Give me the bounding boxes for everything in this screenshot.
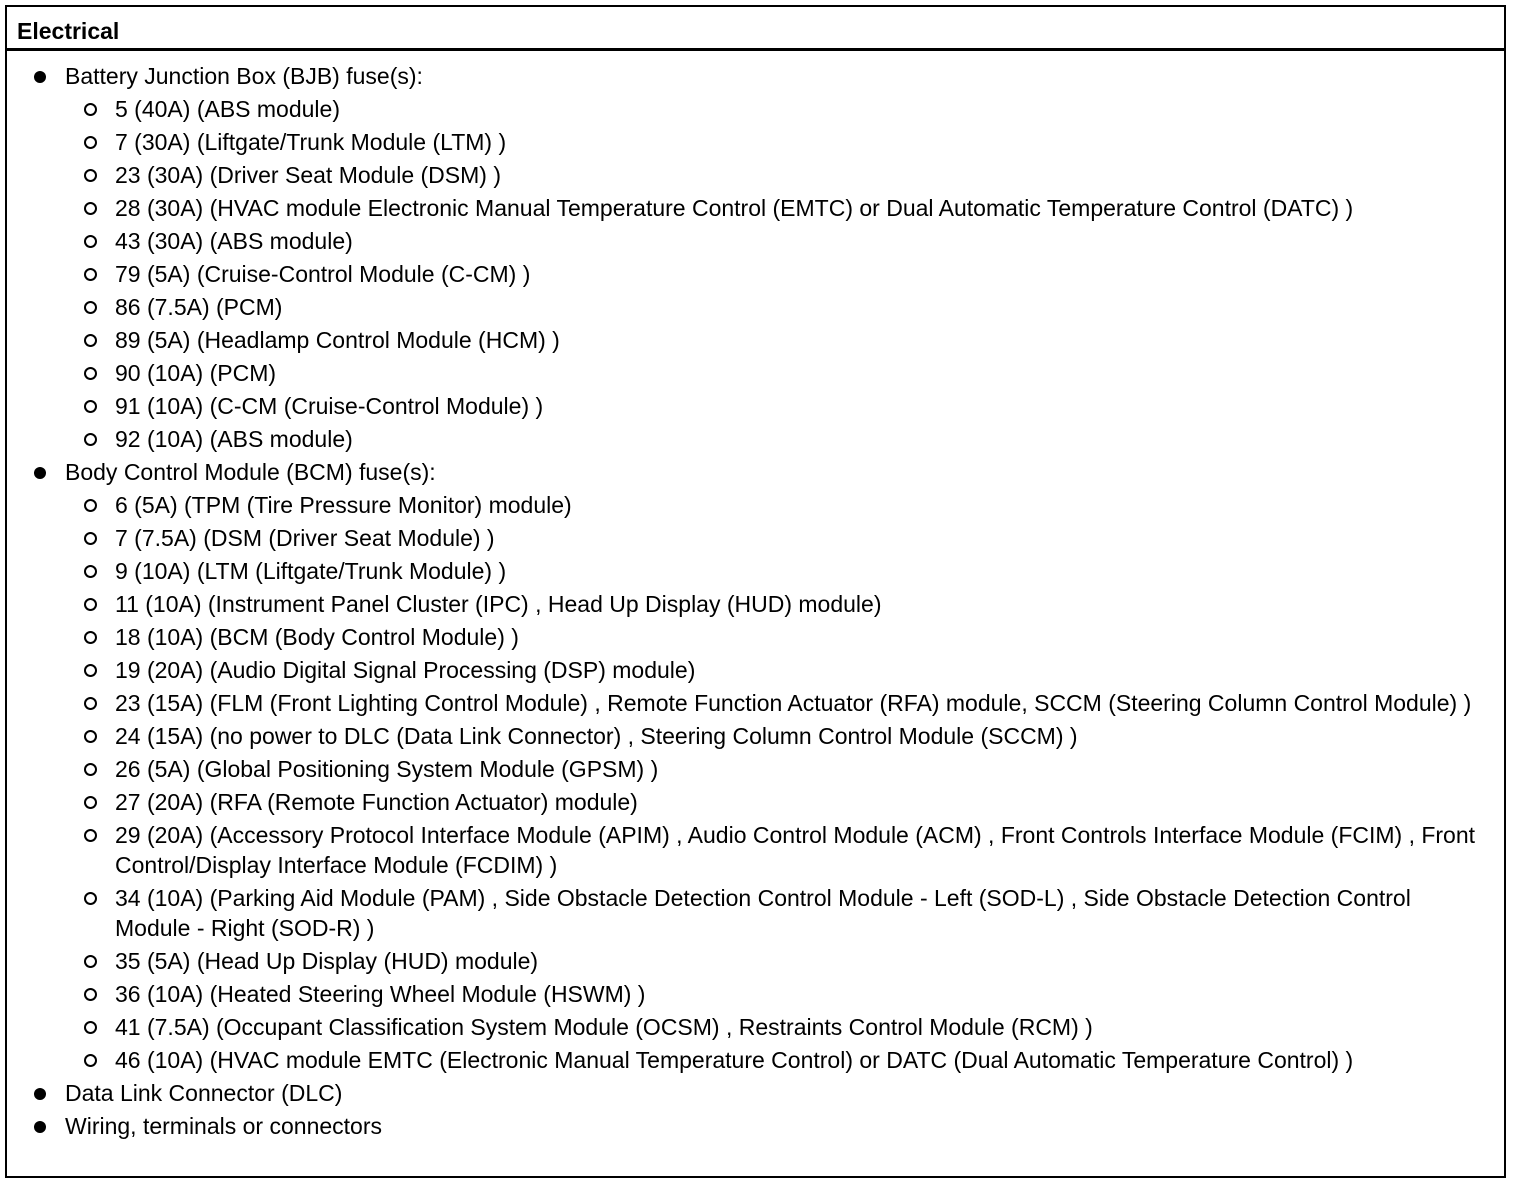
list-item <box>7 457 1465 487</box>
bullet-circle-icon <box>84 730 97 743</box>
list-item <box>7 1078 1465 1108</box>
bullet-circle-icon <box>84 763 97 776</box>
bullet-circle-icon <box>84 235 97 248</box>
electrical-table <box>5 5 1506 1178</box>
sub-list-item <box>7 424 1485 454</box>
sub-list-item-label: 92 (10A) (ABS module) <box>115 426 353 452</box>
sub-list-item-label: 7 (30A) (Liftgate/Trunk Module (LTM) ) <box>115 129 507 155</box>
bullet-circle-icon <box>84 301 97 314</box>
bullet-circle-icon <box>84 136 97 149</box>
sub-list-item <box>7 391 1485 421</box>
sub-list-item-label: 34 (10A) (Parking Aid Module (PAM) , Side Obstacle Detection Control Module - Left (SOD-L) , Side Obstacle Detection Control Module - Right (SOD-R) ) <box>115 885 1411 941</box>
sub-list-item-label: 9 (10A) (LTM (Liftgate/Trunk Module) ) <box>115 558 507 584</box>
sub-list-item-label: 7 (7.5A) (DSM (Driver Seat Module) ) <box>115 525 495 551</box>
sub-list-item-label: 26 (5A) (Global Positioning System Module (GPSM) ) <box>115 756 659 782</box>
sub-list-item <box>7 193 1485 223</box>
sub-list-item <box>7 259 1485 289</box>
sub-list-item <box>7 556 1485 586</box>
sub-list-item <box>7 754 1485 784</box>
sub-list-item-label: 27 (20A) (RFA (Remote Function Actuator) module) <box>115 789 638 815</box>
sub-list-item-label: 5 (40A) (ABS module) <box>115 96 340 122</box>
bullet-circle-icon <box>84 103 97 116</box>
list-item <box>7 61 1465 91</box>
bullet-circle-icon <box>84 367 97 380</box>
bullet-list <box>7 51 1504 1141</box>
list-item <box>7 1111 1465 1141</box>
list-item-label: Battery Junction Box (BJB) fuse(s): <box>65 63 423 89</box>
bullet-circle-icon <box>84 598 97 611</box>
bullet-circle-icon <box>84 1021 97 1034</box>
sub-list-item-label: 43 (30A) (ABS module) <box>115 228 353 254</box>
sub-list-item-label: 18 (10A) (BCM (Body Control Module) ) <box>115 624 519 650</box>
sub-list-item <box>7 358 1485 388</box>
bullet-circle-icon <box>84 169 97 182</box>
sub-list-item <box>7 523 1485 553</box>
sub-list-item-label: 23 (30A) (Driver Seat Module (DSM) ) <box>115 162 501 188</box>
bullet-circle-icon <box>84 697 97 710</box>
sub-list-item <box>7 226 1485 256</box>
bullet-circle-icon <box>84 400 97 413</box>
sub-list-item-label: 19 (20A) (Audio Digital Signal Processing (DSP) module) <box>115 657 696 683</box>
sub-list-item-label: 24 (15A) (no power to DLC (Data Link Connector) , Steering Column Control Module (SCCM) ) <box>115 723 1078 749</box>
bullet-circle-icon <box>84 202 97 215</box>
sub-list-item <box>7 127 1485 157</box>
sub-list-item-label: 36 (10A) (Heated Steering Wheel Module (HSWM) ) <box>115 981 646 1007</box>
sub-list-item-label: 89 (5A) (Headlamp Control Module (HCM) ) <box>115 327 560 353</box>
bullet-circle-icon <box>84 955 97 968</box>
sub-list-item-label: 41 (7.5A) (Occupant Classification System Module (OCSM) , Restraints Control Module (RCM) ) <box>115 1014 1093 1040</box>
table-header <box>7 7 1504 51</box>
bullet-circle-icon <box>84 796 97 809</box>
bullet-circle-icon <box>84 829 97 842</box>
bullet-circle-icon <box>84 892 97 905</box>
sub-list-item <box>7 946 1485 976</box>
bullet-circle-icon <box>84 433 97 446</box>
sub-list-item <box>7 721 1485 751</box>
sub-list-item <box>7 325 1485 355</box>
sub-list-item <box>7 688 1485 718</box>
sub-list-item <box>7 94 1485 124</box>
sub-list-item <box>7 979 1485 1009</box>
bullet-disc-icon <box>34 71 46 83</box>
sub-list-item <box>7 160 1485 190</box>
sub-list-item-label: 29 (20A) (Accessory Protocol Interface Module (APIM) , Audio Control Module (ACM) , Front Controls Interface Module (FCIM) , Front Control/Display Interface Module (FCDIM) ) <box>115 822 1476 878</box>
sub-list-item-label: 79 (5A) (Cruise-Control Module (C-CM) ) <box>115 261 531 287</box>
sub-list-item <box>7 655 1485 685</box>
sub-list-item-label: 23 (15A) (FLM (Front Lighting Control Module) , Remote Function Actuator (RFA) module, SCCM (Steering Column Control Module) ) <box>115 690 1472 716</box>
sub-list-item-label: 91 (10A) (C-CM (Cruise-Control Module) ) <box>115 393 544 419</box>
bullet-circle-icon <box>84 334 97 347</box>
sub-list-item <box>7 622 1485 652</box>
sub-list-item-label: 86 (7.5A) (PCM) <box>115 294 283 320</box>
sub-list-item-label: 35 (5A) (Head Up Display (HUD) module) <box>115 948 539 974</box>
sub-list-item <box>7 589 1485 619</box>
sub-list-item <box>7 1012 1485 1042</box>
sub-list-item <box>7 490 1485 520</box>
bullet-circle-icon <box>84 664 97 677</box>
sub-list-item <box>7 292 1485 322</box>
list-item-label: Wiring, terminals or connectors <box>65 1113 382 1139</box>
sub-list-item-label: 28 (30A) (HVAC module Electronic Manual Temperature Control (EMTC) or Dual Automatic Temperature Control (DATC) ) <box>115 195 1354 221</box>
sub-list-item <box>7 787 1485 817</box>
bullet-circle-icon <box>84 565 97 578</box>
bullet-circle-icon <box>84 988 97 1001</box>
bullet-circle-icon <box>84 499 97 512</box>
list-item-label: Body Control Module (BCM) fuse(s): <box>65 459 436 485</box>
list-item-label: Data Link Connector (DLC) <box>65 1080 343 1106</box>
bullet-disc-icon <box>34 1088 46 1100</box>
bullet-disc-icon <box>34 467 46 479</box>
bullet-circle-icon <box>84 532 97 545</box>
bullet-disc-icon <box>34 1121 46 1133</box>
bullet-circle-icon <box>84 268 97 281</box>
sub-list-item <box>7 883 1485 943</box>
sub-list-item <box>7 1045 1485 1075</box>
sub-list-item <box>7 820 1485 880</box>
bullet-circle-icon <box>84 1054 97 1067</box>
header-title: Electrical <box>17 18 120 44</box>
bullet-circle-icon <box>84 631 97 644</box>
sub-list-item-label: 11 (10A) (Instrument Panel Cluster (IPC) , Head Up Display (HUD) module) <box>115 591 882 617</box>
sub-list-item-label: 46 (10A) (HVAC module EMTC (Electronic Manual Temperature Control) or DATC (Dual Automatic Temperature Control) ) <box>115 1047 1354 1073</box>
sub-list-item-label: 6 (5A) (TPM (Tire Pressure Monitor) module) <box>115 492 572 518</box>
sub-list-item-label: 90 (10A) (PCM) <box>115 360 277 386</box>
